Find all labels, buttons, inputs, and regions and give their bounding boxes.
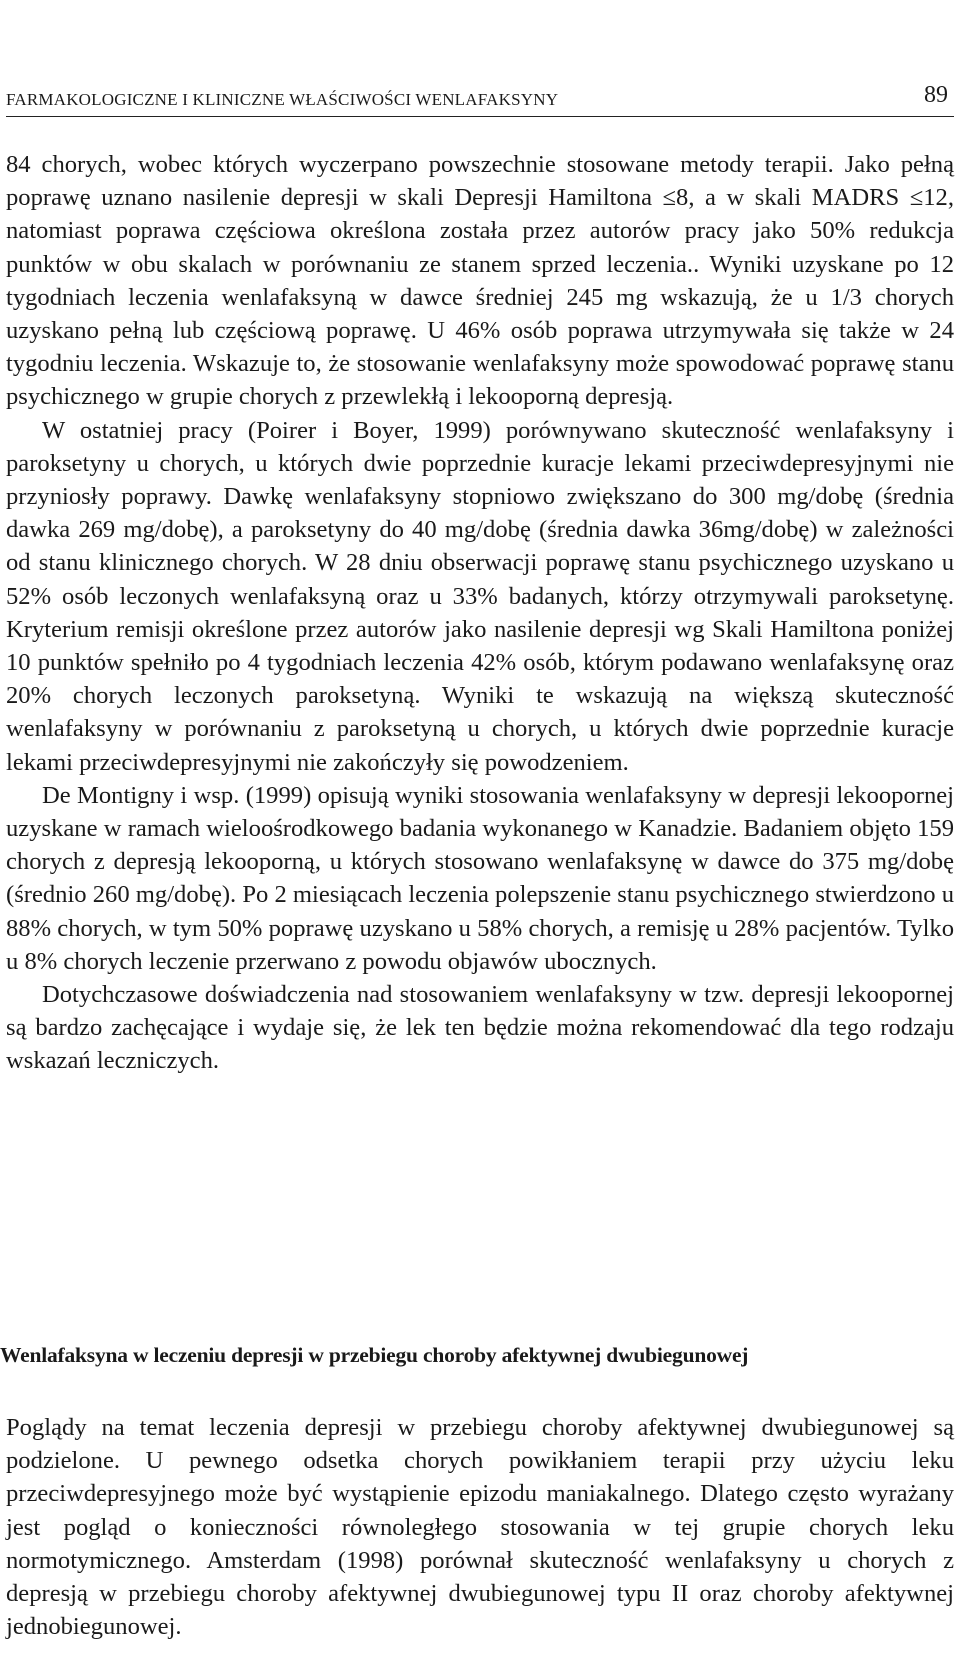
body-text bbox=[6, 148, 954, 1078]
running-header-title: FARMAKOLOGICZNE I KLINICZNE WŁAŚCIWOŚCI WENLAFAKSYNY bbox=[6, 90, 559, 109]
section-body bbox=[6, 1411, 954, 1643]
running-header bbox=[6, 80, 954, 117]
paragraph-continued: 84 chorych, wobec których wyczerpano powszechnie stosowane metody terapii. Jako pełną poprawę uznano nasilenie depresji w skali Depresji Hamiltona ≤8, a w skali MADRS ≤12, natomiast poprawa częściowa określona została przez autorów pracy jako 50% redukcja punktów w obu skalach w porównaniu ze stanem sprzed leczenia.. Wyniki uzyskane po 12 tygodniach leczenia wenlafaksyną w dawce średniej 245 mg wskazują, że u 1/3 chorych uzyskano pełną lub częściową poprawę. U 46% osób poprawa utrzymywała się także w 24 tygodniu leczenia. Wskazuje to, że stosowanie wenlafaksyny może spowodować poprawę stanu psychicznego w grupie chorych z przewlekłą i lekooporną depresją. bbox=[6, 151, 954, 411]
paragraph-poirer-boyer: W ostatniej pracy (Poirer i Boyer, 1999) porównywano skuteczność wenlafaksyny i paroksetyny u chorych, u których dwie poprzednie kuracje lekami przeciwdepresyjnymi nie przyniosły poprawy. Dawkę wenlafaksyny stopniowo zwiększano do 300 mg/dobę (średnia dawka 269 mg/dobę), a paroksetyny do 40 mg/dobę (średnia dawka 36mg/dobę) w zależności od stanu klinicznego chorych. W 28 dniu obserwacji poprawę stanu psychicznego uzyskano u 52% osób leczonych wenlafaksyną oraz u 33% badanych, którzy otrzymywali paroksetynę. Kryterium remisji określone przez autorów jako nasilenie depresji wg Skali Hamiltona poniżej 10 punktów spełniło po 4 tygodniach leczenia 42% osób, którym podawano wenlafaksynę oraz 20% chorych leczonych paroksetyną. Wyniki te wskazują na większą skuteczność wenlafaksyny w porównaniu z paroksetyną u chorych, u których dwie poprzednie kuracje lekami przeciwdepresyjnymi nie zakończyły się powodzeniem. bbox=[6, 416, 954, 776]
paragraph-bipolar: Poglądy na temat leczenia depresji w przebiegu choroby afektywnej dwubiegunowej są podzielone. U pewnego odsetka chorych powikłaniem terapii przy użyciu leku przeciwdepresyjnego może być wystąpienie epizodu maniakalnego. Dlatego często wyrażany jest pogląd o konieczności równoległego stosowania w tej grupie chorych leku normotymicznego. Amsterdam (1998) porównał skuteczność wenlafaksyny u chorych z depresją w przebiegu choroby afektywnej dwubiegunowej typu II oraz choroby afektywnej jednobiegunowej. bbox=[6, 1414, 954, 1641]
page-number: 89 bbox=[924, 82, 948, 108]
paragraph-conclusion: Dotychczasowe doświadczenia nad stosowaniem wenlafaksyny w tzw. depresji lekoopornej są bardzo zachęcające i wydaje się, że lek ten będzie można rekomendować dla tego rodzaju wskazań leczniczych. bbox=[6, 981, 954, 1075]
section-heading: Wenlafaksyna w leczeniu depresji w przebiegu choroby afektywnej dwubiegunowej bbox=[0, 1343, 749, 1367]
paragraph-de-montigny: De Montigny i wsp. (1999) opisują wyniki stosowania wenlafaksyny w depresji lekoopornej uzyskane w ramach wieloośrodkowego badania wykonanego w Kanadzie. Badaniem objęto 159 chorych z depresją lekooporną, u których stosowano wenlafaksynę w dawce do 375 mg/dobę (średnio 260 mg/dobę). Po 2 miesiącach leczenia polepszenie stanu psychicznego stwierdzono u 88% chorych, w tym 50% poprawę uzyskano u 58% chorych, a remisję u 28% pacjentów. Tylko u 8% chorych leczenie przerwano z powodu objawów ubocznych. bbox=[6, 781, 954, 975]
